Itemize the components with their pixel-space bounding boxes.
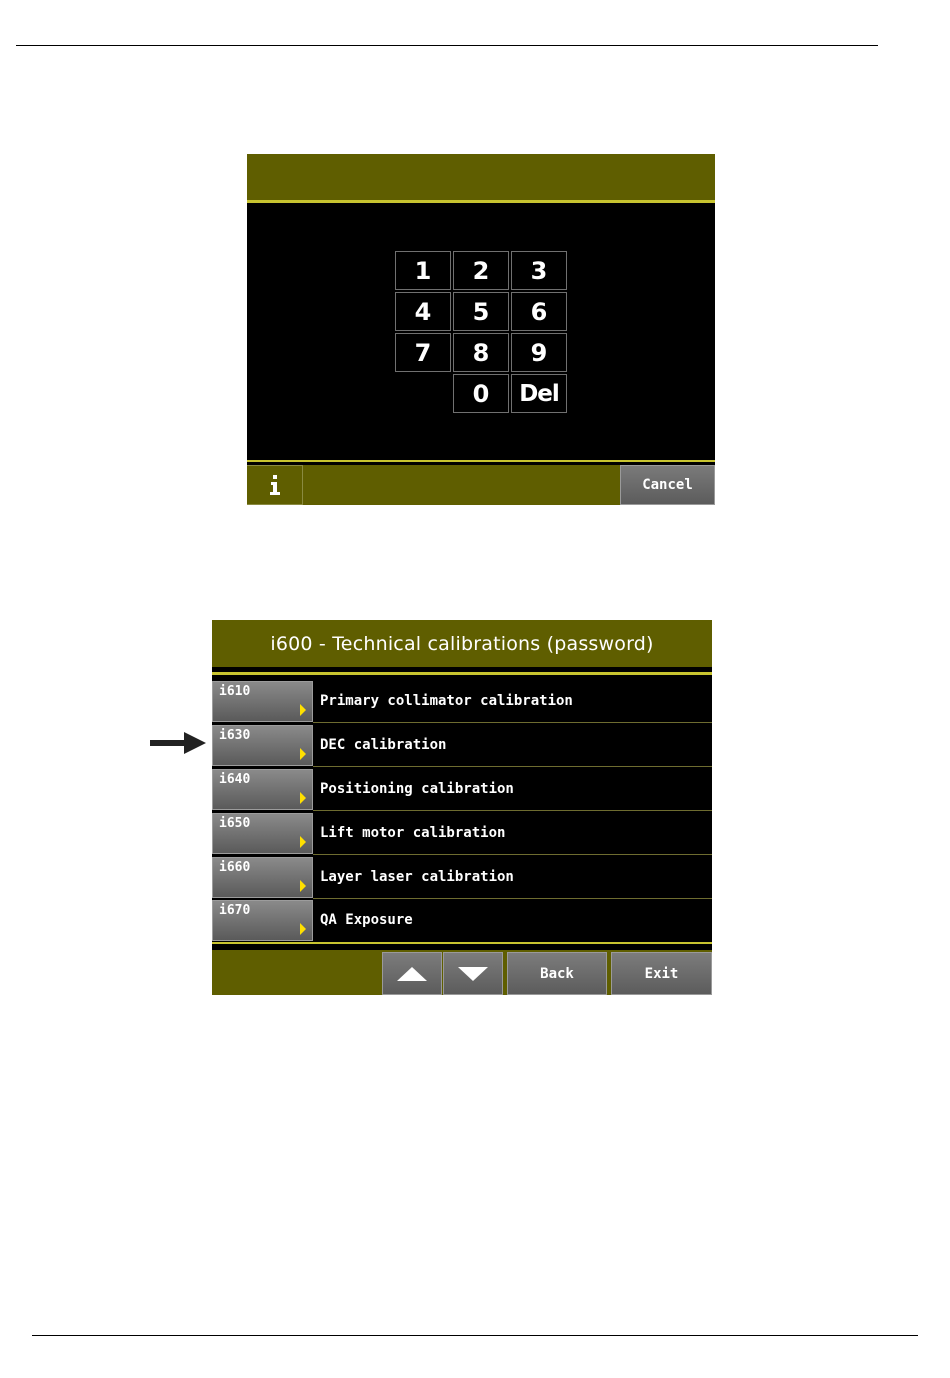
- item-label: Primary collimator calibration: [320, 693, 573, 709]
- item-code: i640: [219, 772, 251, 787]
- arrow-up-icon: [397, 967, 427, 981]
- keypad-title-bar: [247, 154, 715, 200]
- item-code: i610: [219, 684, 251, 699]
- row-divider: [313, 898, 712, 899]
- key-3[interactable]: 3: [511, 251, 567, 290]
- list-item[interactable]: [212, 681, 712, 723]
- list-item[interactable]: [212, 857, 712, 899]
- info-icon: [268, 474, 282, 496]
- list-item[interactable]: [212, 900, 712, 942]
- key-1[interactable]: 1: [395, 251, 451, 290]
- item-code: i630: [219, 728, 251, 743]
- row-divider: [313, 854, 712, 855]
- exit-button[interactable]: Exit: [611, 952, 712, 995]
- password-keypad-screen: [247, 154, 715, 505]
- page-top-rule: [16, 45, 878, 46]
- item-i660-button[interactable]: [212, 857, 313, 898]
- title-separator: [212, 672, 712, 675]
- technical-calibrations-screen: [212, 620, 712, 995]
- key-5[interactable]: 5: [453, 292, 509, 331]
- key-7[interactable]: 7: [395, 333, 451, 372]
- screen-title: i600 - Technical calibrations (password): [212, 620, 712, 667]
- arrow-down-icon: [458, 967, 488, 981]
- key-0[interactable]: 0: [453, 374, 509, 413]
- scroll-up-button[interactable]: [382, 952, 442, 995]
- key-6[interactable]: 6: [511, 292, 567, 331]
- item-i630-button[interactable]: [212, 725, 313, 766]
- row-divider: [313, 766, 712, 767]
- page-bottom-rule: [32, 1335, 918, 1336]
- item-label: Positioning calibration: [320, 781, 514, 797]
- chevron-right-icon: [300, 923, 306, 935]
- item-code: i660: [219, 860, 251, 875]
- chevron-right-icon: [300, 880, 306, 892]
- cancel-button[interactable]: Cancel: [620, 465, 715, 505]
- list-item[interactable]: [212, 769, 712, 811]
- key-4[interactable]: 4: [395, 292, 451, 331]
- back-button[interactable]: Back: [507, 952, 607, 995]
- item-i670-button[interactable]: [212, 900, 313, 941]
- key-9[interactable]: 9: [511, 333, 567, 372]
- list-item[interactable]: [212, 813, 712, 855]
- row-divider: [313, 810, 712, 811]
- key-8[interactable]: 8: [453, 333, 509, 372]
- key-2[interactable]: 2: [453, 251, 509, 290]
- keypad-footer-separator: [247, 460, 715, 462]
- item-label: Lift motor calibration: [320, 825, 506, 841]
- chevron-right-icon: [300, 704, 306, 716]
- list-item[interactable]: [212, 725, 712, 767]
- footer-separator: [212, 942, 712, 944]
- row-divider: [313, 722, 712, 723]
- item-label: DEC calibration: [320, 737, 447, 753]
- item-code: i670: [219, 903, 251, 918]
- chevron-right-icon: [300, 836, 306, 848]
- keypad-title-separator: [247, 200, 715, 203]
- item-label: Layer laser calibration: [320, 869, 514, 885]
- key-delete[interactable]: Del: [511, 374, 567, 413]
- chevron-right-icon: [300, 792, 306, 804]
- pointer-arrow-icon: [150, 732, 206, 754]
- info-button[interactable]: [247, 465, 303, 505]
- item-i610-button[interactable]: [212, 681, 313, 722]
- item-label: QA Exposure: [320, 912, 413, 928]
- scroll-down-button[interactable]: [443, 952, 503, 995]
- chevron-right-icon: [300, 748, 306, 760]
- item-code: i650: [219, 816, 251, 831]
- item-i640-button[interactable]: [212, 769, 313, 810]
- item-i650-button[interactable]: [212, 813, 313, 854]
